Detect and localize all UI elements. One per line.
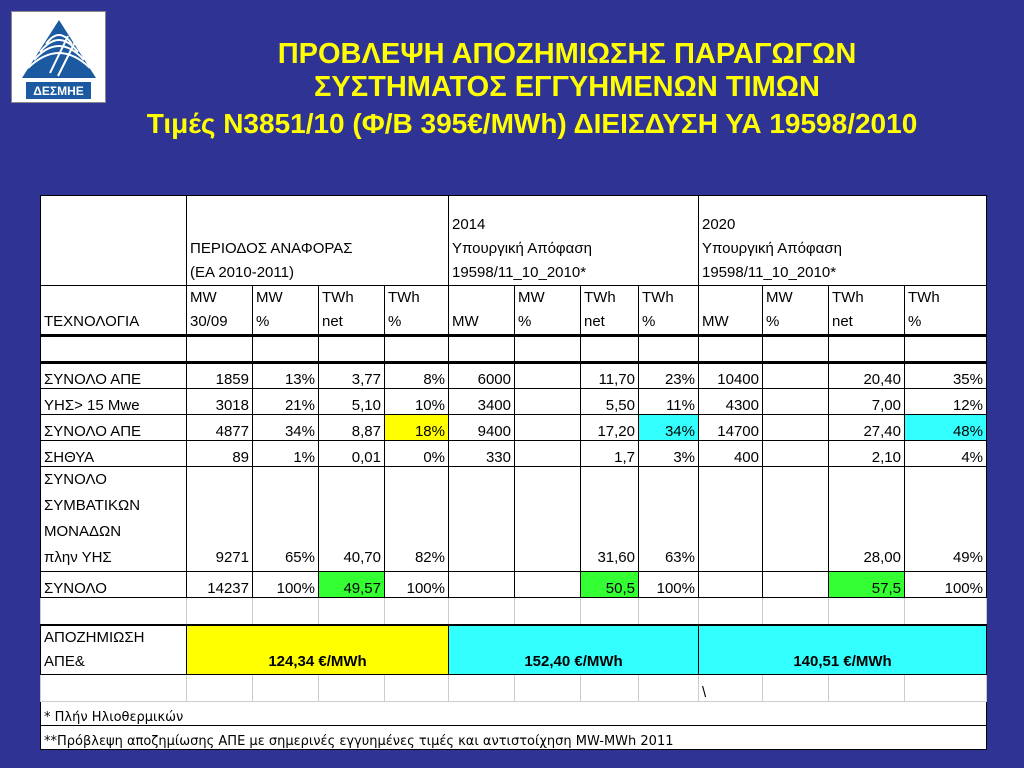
cell-text: MW bbox=[256, 289, 283, 306]
cell-text: ΣΥΜΒΑΤΙΚΩΝ bbox=[44, 497, 141, 514]
table-cell bbox=[449, 572, 515, 598]
table-cell: 27,40 bbox=[829, 415, 905, 441]
desmie-logo bbox=[11, 11, 106, 103]
table-cell bbox=[515, 441, 581, 467]
header-ref-period bbox=[187, 196, 449, 286]
table-cell: 20,40 bbox=[829, 363, 905, 389]
empty-cell bbox=[639, 598, 699, 625]
table-cell: 100% bbox=[639, 572, 699, 598]
cell-text: % bbox=[518, 313, 532, 330]
empty-cell bbox=[763, 598, 829, 625]
empty-cell bbox=[639, 336, 699, 363]
empty-cell bbox=[385, 675, 449, 702]
table-cell: 49% bbox=[905, 467, 987, 572]
slide-title bbox=[110, 38, 1024, 144]
y2014-year: 2014 bbox=[452, 216, 486, 233]
row-label: ΣΥΝΟΛΟ ΑΠΕ bbox=[41, 415, 187, 441]
empty-cell bbox=[905, 336, 987, 363]
cell-text: ΑΠΕ& bbox=[44, 653, 85, 670]
table-cell bbox=[699, 572, 763, 598]
empty-cell bbox=[41, 336, 187, 363]
table-cell: 0,01 bbox=[319, 441, 385, 467]
empty-cell bbox=[187, 598, 253, 625]
table-cell: 3400 bbox=[449, 389, 515, 415]
table-cell bbox=[763, 441, 829, 467]
col-2020-twh-pct bbox=[905, 286, 987, 336]
table-cell: 21% bbox=[253, 389, 319, 415]
table-cell: 35% bbox=[905, 363, 987, 389]
empty-cell bbox=[41, 675, 187, 702]
table-cell: 11,70 bbox=[581, 363, 639, 389]
table-cell: 9400 bbox=[449, 415, 515, 441]
compensation-ref: 124,34 €/MWh bbox=[187, 625, 449, 675]
header-row-periods bbox=[41, 196, 987, 286]
table-cell: 1,7 bbox=[581, 441, 639, 467]
empty-cell bbox=[515, 598, 581, 625]
cell-text: πλην ΥΗΣ bbox=[44, 549, 112, 566]
table-row bbox=[41, 363, 987, 389]
y2014-ref: 19598/11_10_2010* bbox=[452, 264, 587, 281]
empty-cell bbox=[699, 598, 763, 625]
row-label: ΥΗΣ> 15 Mwe bbox=[41, 389, 187, 415]
table-cell: 100% bbox=[253, 572, 319, 598]
table-row bbox=[41, 415, 987, 441]
table-cell bbox=[763, 415, 829, 441]
cell-text: TWh bbox=[584, 289, 616, 306]
table-cell: 31,60 bbox=[581, 467, 639, 572]
cell-text: net bbox=[832, 313, 853, 330]
spacer-row bbox=[41, 598, 987, 625]
table-cell: 10% bbox=[385, 389, 449, 415]
empty-cell bbox=[515, 336, 581, 363]
cell-text: ΑΠΟΖΗΜΙΩΣΗ bbox=[44, 629, 145, 646]
empty-cell bbox=[385, 336, 449, 363]
table-row bbox=[41, 441, 987, 467]
y2014-decision: Υπουργική Απόφαση bbox=[452, 240, 592, 257]
empty-cell bbox=[581, 598, 639, 625]
table-cell: 82% bbox=[385, 467, 449, 572]
cell-text: TWh bbox=[642, 289, 674, 306]
col-twh-net bbox=[319, 286, 385, 336]
col-2014-twh-pct bbox=[639, 286, 699, 336]
table-row bbox=[41, 572, 987, 598]
table-cell bbox=[763, 572, 829, 598]
compensation-2020: 140,51 €/MWh bbox=[699, 625, 987, 675]
empty-cell bbox=[41, 598, 187, 625]
compensation-2014: 152,40 €/MWh bbox=[449, 625, 699, 675]
table-cell: 89 bbox=[187, 441, 253, 467]
col-2020-mw-pct bbox=[763, 286, 829, 336]
cell-text: TWh bbox=[322, 289, 354, 306]
col-2014-mw-pct bbox=[515, 286, 581, 336]
empty-cell bbox=[639, 675, 699, 702]
title-line-1: ΠΡΟΒΛΕΨΗ ΑΠΟΖΗΜΙΩΣΗΣ ΠΑΡΑΓΩΓΩΝ bbox=[277, 38, 857, 70]
table-row bbox=[41, 467, 987, 572]
col-2020-twh-net bbox=[829, 286, 905, 336]
table-cell: 34% bbox=[253, 415, 319, 441]
table-cell bbox=[515, 363, 581, 389]
spacer-row bbox=[41, 675, 987, 702]
col-2020-mw: MW bbox=[699, 286, 763, 336]
col-twh-pct bbox=[385, 286, 449, 336]
header-2020 bbox=[699, 196, 987, 286]
table-cell: 8,87 bbox=[319, 415, 385, 441]
empty-cell bbox=[187, 336, 253, 363]
empty-cell bbox=[829, 336, 905, 363]
table-cell: 330 bbox=[449, 441, 515, 467]
table-cell: 4877 bbox=[187, 415, 253, 441]
col-2014-mw: MW bbox=[449, 286, 515, 336]
y2020-ref: 19598/11_10_2010* bbox=[702, 264, 837, 281]
empty-cell bbox=[385, 598, 449, 625]
table-cell: 1859 bbox=[187, 363, 253, 389]
highlight-cell: 50,5 bbox=[581, 572, 639, 598]
empty-cell bbox=[829, 675, 905, 702]
table-cell bbox=[515, 389, 581, 415]
table-cell: 14237 bbox=[187, 572, 253, 598]
stray-mark: \ bbox=[699, 675, 763, 702]
header-2014 bbox=[449, 196, 699, 286]
highlight-cell: 48% bbox=[905, 415, 987, 441]
empty-cell bbox=[449, 336, 515, 363]
footnote-row bbox=[41, 726, 987, 750]
empty-cell bbox=[829, 598, 905, 625]
table-cell: 4% bbox=[905, 441, 987, 467]
highlight-cell: 34% bbox=[639, 415, 699, 441]
empty-cell bbox=[581, 675, 639, 702]
table-cell: 2,10 bbox=[829, 441, 905, 467]
table-cell bbox=[699, 467, 763, 572]
table-cell: 3,77 bbox=[319, 363, 385, 389]
y2020-decision: Υπουργική Απόφαση bbox=[702, 240, 842, 257]
table-cell bbox=[515, 415, 581, 441]
table-cell bbox=[515, 572, 581, 598]
table-cell: 0% bbox=[385, 441, 449, 467]
footnote-row bbox=[41, 702, 987, 726]
table-cell: 7,00 bbox=[829, 389, 905, 415]
table-cell bbox=[763, 467, 829, 572]
table-cell: 63% bbox=[639, 467, 699, 572]
table-cell: 23% bbox=[639, 363, 699, 389]
table-cell: 9271 bbox=[187, 467, 253, 572]
footnote-1: * Πλήν Ηλιοθερμικών bbox=[41, 702, 987, 726]
empty-cell bbox=[253, 675, 319, 702]
ref-period-title: ΠΕΡΙΟΔΟΣ ΑΝΑΦΟΡΑΣ bbox=[190, 240, 353, 257]
compensation-label bbox=[41, 625, 187, 675]
empty-cell bbox=[449, 675, 515, 702]
cell-text: % bbox=[388, 313, 402, 330]
col-technology: ΤΕΧΝΟΛΟΓΙΑ bbox=[41, 286, 187, 336]
row-label: ΣΥΝΟΛΟ bbox=[41, 572, 187, 598]
col-mw-3009 bbox=[187, 286, 253, 336]
cell-text: TWh bbox=[832, 289, 864, 306]
compensation-row bbox=[41, 625, 987, 675]
table-cell: 11% bbox=[639, 389, 699, 415]
highlight-cell: 18% bbox=[385, 415, 449, 441]
empty-cell bbox=[763, 336, 829, 363]
table-cell: 13% bbox=[253, 363, 319, 389]
empty-cell bbox=[253, 336, 319, 363]
row-label: ΣΥΝΟΛΟ ΑΠΕ bbox=[41, 363, 187, 389]
cell-text: 30/09 bbox=[190, 313, 228, 330]
table-cell bbox=[763, 389, 829, 415]
compensation-table bbox=[40, 195, 987, 750]
cell-text: ΣΥΝΟΛΟ bbox=[44, 471, 107, 488]
cell-text: % bbox=[256, 313, 270, 330]
empty-cell bbox=[905, 598, 987, 625]
table-cell bbox=[449, 467, 515, 572]
logo-mark-icon bbox=[20, 18, 98, 80]
empty-cell bbox=[253, 598, 319, 625]
table-cell: 65% bbox=[253, 467, 319, 572]
empty-cell bbox=[319, 598, 385, 625]
cell-text: net bbox=[584, 313, 605, 330]
cell-text: MW bbox=[190, 289, 217, 306]
table-cell bbox=[763, 363, 829, 389]
table-cell: 8% bbox=[385, 363, 449, 389]
cell-text: TWh bbox=[388, 289, 420, 306]
table-cell: 5,10 bbox=[319, 389, 385, 415]
empty-cell bbox=[581, 336, 639, 363]
table-cell: 17,20 bbox=[581, 415, 639, 441]
empty-cell bbox=[515, 675, 581, 702]
table-cell: 3% bbox=[639, 441, 699, 467]
empty-cell bbox=[905, 675, 987, 702]
cell-text: % bbox=[766, 313, 780, 330]
table-cell: 3018 bbox=[187, 389, 253, 415]
title-line-2: ΣΥΣΤΗΜΑΤΟΣ ΕΓΓΥΗΜΕΝΩΝ ΤΙΜΩΝ bbox=[313, 71, 820, 103]
empty-cell bbox=[449, 598, 515, 625]
cell-text: TWh bbox=[908, 289, 940, 306]
col-2014-twh-net bbox=[581, 286, 639, 336]
empty-cell bbox=[187, 675, 253, 702]
header-empty-cell bbox=[41, 196, 187, 286]
table-cell: 100% bbox=[385, 572, 449, 598]
highlight-cell: 49,57 bbox=[319, 572, 385, 598]
cell-text: % bbox=[908, 313, 922, 330]
title-line-3: Τιμές Ν3851/10 (Φ/Β 395€/MWh) ΔΙΕΙΣΔΥΣΗ ΥΑ 19598/2010 bbox=[146, 108, 918, 139]
cell-text: MW bbox=[766, 289, 793, 306]
highlight-cell: 57,5 bbox=[829, 572, 905, 598]
logo-text: ΔΕΣΜΗΕ bbox=[33, 84, 84, 98]
cell-text: ΜΟΝΑΔΩΝ bbox=[44, 523, 122, 540]
spacer-row bbox=[41, 336, 987, 363]
cell-text: MW bbox=[518, 289, 545, 306]
empty-cell bbox=[319, 336, 385, 363]
table-cell: 400 bbox=[699, 441, 763, 467]
table-cell: 100% bbox=[905, 572, 987, 598]
table-cell: 1% bbox=[253, 441, 319, 467]
y2020-year: 2020 bbox=[702, 216, 736, 233]
table-cell: 6000 bbox=[449, 363, 515, 389]
empty-cell bbox=[699, 336, 763, 363]
table-cell bbox=[515, 467, 581, 572]
empty-cell bbox=[763, 675, 829, 702]
col-mw-pct bbox=[253, 286, 319, 336]
table-cell: 4300 bbox=[699, 389, 763, 415]
table-cell: 40,70 bbox=[319, 467, 385, 572]
row-label: ΣΗΘΥΑ bbox=[41, 441, 187, 467]
cell-text: net bbox=[322, 313, 343, 330]
table-cell: 14700 bbox=[699, 415, 763, 441]
cell-text: % bbox=[642, 313, 656, 330]
ref-period-sub: (ΕΑ 2010-2011) bbox=[190, 264, 294, 281]
table-cell: 10400 bbox=[699, 363, 763, 389]
table-row bbox=[41, 389, 987, 415]
row-label bbox=[41, 467, 187, 572]
table-cell: 12% bbox=[905, 389, 987, 415]
table-cell: 28,00 bbox=[829, 467, 905, 572]
table-cell: 5,50 bbox=[581, 389, 639, 415]
header-row-columns bbox=[41, 286, 987, 336]
footnote-2: **Πρόβλεψη αποζημίωσης ΑΠΕ με σημερινές εγγυημένες τιμές και αντιστοίχηση MW-MWh 2011 bbox=[41, 726, 987, 750]
empty-cell bbox=[319, 675, 385, 702]
